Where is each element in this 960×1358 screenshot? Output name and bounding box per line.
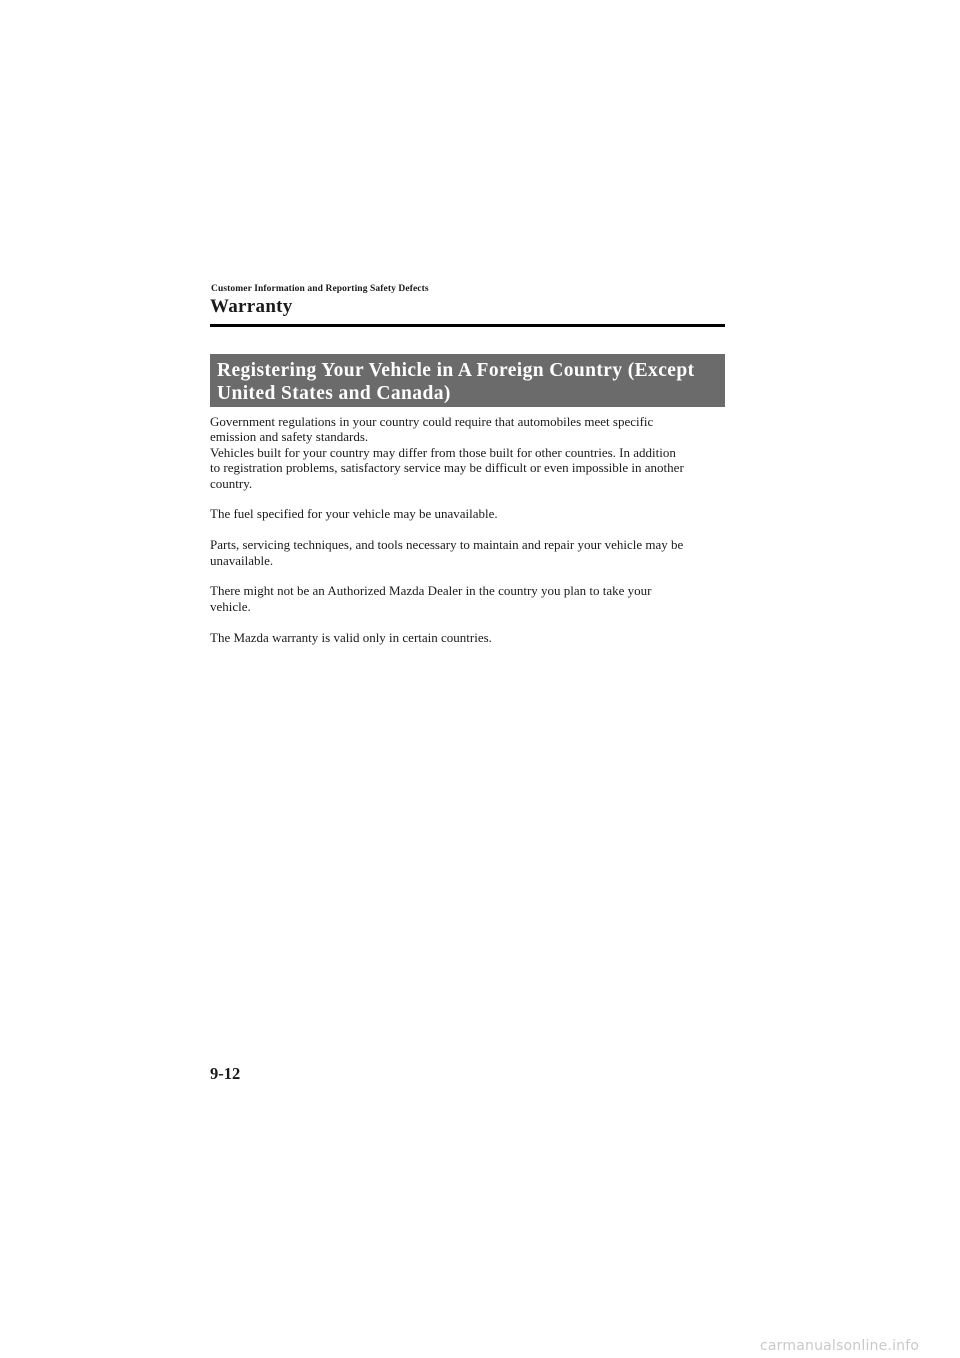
topic-heading: Registering Your Vehicle in A Foreign Country (Except United States and Canada) (217, 360, 695, 404)
body-text (210, 414, 725, 660)
paragraph-warranty: The Mazda warranty is valid only in certain countries. (210, 629, 492, 645)
paragraph-parts: Parts, servicing techniques, and tools necessary to maintain and repair your vehicle may be unavailable. (210, 537, 684, 568)
watermark: carmanualsonline.info (760, 1338, 920, 1354)
paragraph-fuel: The fuel specified for your vehicle may be unavailable. (210, 506, 498, 522)
paragraph-regulations: Government regulations in your country could require that automobiles meet specific emission and safety standards. Vehicles built for your country may differ from those built for other countries. In addition to registration problems, satisfactory service may be difficult or even impossible in another country. (210, 414, 684, 491)
title-rule (210, 324, 725, 327)
paragraph-dealer: There might not be an Authorized Mazda Dealer in the country you plan to take your vehicle. (210, 583, 652, 614)
chapter-label: Customer Information and Reporting Safety Defects (211, 284, 429, 294)
section-title: Warranty (210, 296, 293, 317)
page-number: 9-12 (210, 1064, 241, 1083)
topic-heading-box (210, 354, 725, 407)
